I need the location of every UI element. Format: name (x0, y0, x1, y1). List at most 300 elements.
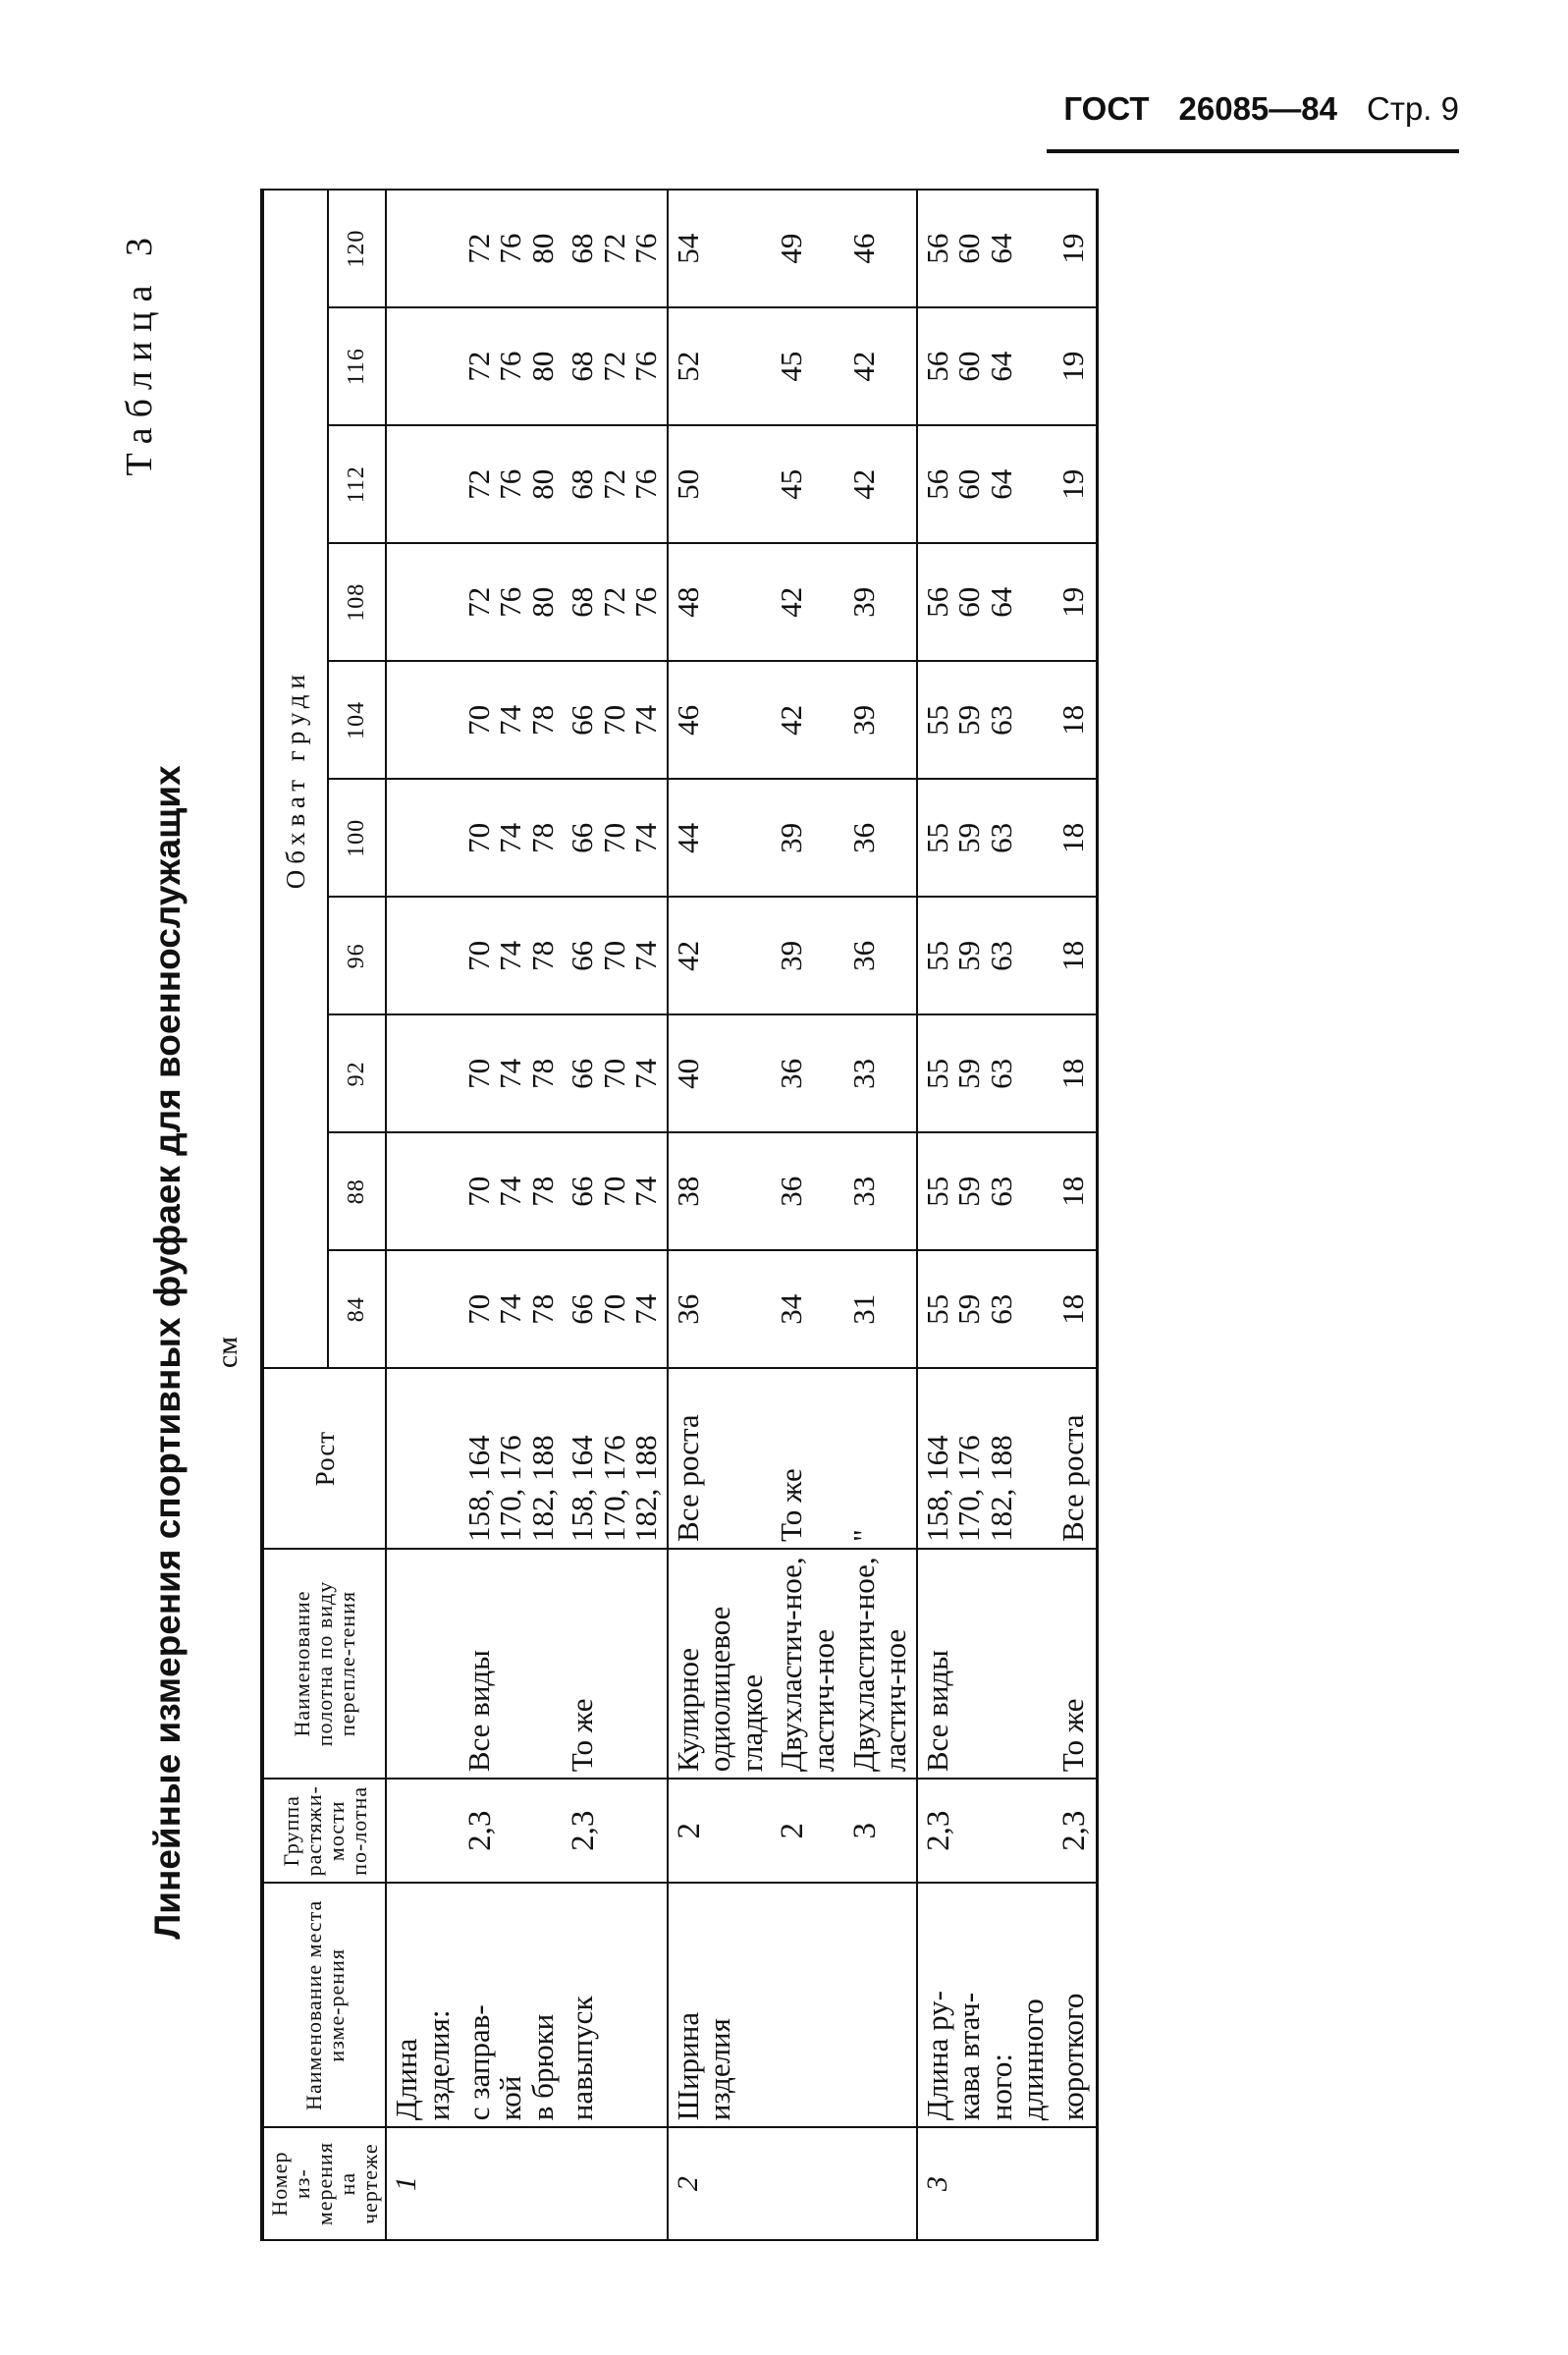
measurement-value-cell (563, 897, 668, 1014)
measurement-value: 70 (460, 1176, 496, 1207)
measurement-value-cell (844, 779, 917, 897)
measurement-value: 55 (919, 704, 954, 736)
measurement-value-cell (1054, 1132, 1097, 1250)
measurement-value-cell (917, 1014, 1054, 1132)
stretch-group-cell: 2 (772, 1779, 843, 1883)
table-row (668, 190, 773, 2240)
measurement-value-cell (844, 190, 917, 307)
measure-place-line: длинного (1015, 1999, 1051, 2121)
measurement-value-cell (668, 661, 773, 779)
measurement-value-cell (1054, 779, 1097, 897)
stretch-group-cell (386, 1779, 459, 1883)
measurement-value-cell (460, 425, 564, 543)
stretch-group-cell: 2,3 (460, 1779, 564, 1883)
measurements-table (260, 189, 1099, 2241)
measurement-value: 60 (951, 233, 987, 264)
measurement-value: 74 (628, 1176, 664, 1207)
measurement-value: 60 (951, 586, 987, 618)
measurement-value-cell (668, 897, 773, 1014)
chest-size-header: 88 (328, 1132, 387, 1250)
measurement-value: 48 (670, 586, 705, 618)
measurement-value-cell (772, 190, 843, 307)
measurement-value-cell (1054, 307, 1097, 425)
measurement-value-cell (386, 307, 459, 425)
measurement-value: 66 (565, 940, 600, 971)
measurement-value-cell (563, 190, 668, 307)
measurement-value: 72 (460, 468, 496, 500)
measurement-value: 68 (565, 468, 600, 500)
measurement-value: 76 (493, 233, 528, 264)
measurement-value: 74 (493, 704, 528, 736)
measurement-value: 68 (565, 351, 600, 382)
measure-place-cell (563, 1883, 668, 2127)
measurement-value: 31 (845, 1293, 881, 1325)
height-value: 158, 164 (460, 1435, 496, 1542)
measurement-value-cell (460, 1014, 564, 1132)
fabric-weave-cell: Двухластич-ное, ластич-ное (844, 1549, 917, 1779)
height-cell (1054, 1368, 1097, 1549)
measurement-value: 45 (774, 468, 809, 500)
stretch-group-cell: 2 (668, 1779, 773, 1883)
measurement-value: 19 (1054, 586, 1090, 618)
measurement-value: 44 (670, 822, 705, 853)
measurement-value-cell (772, 1132, 843, 1250)
measurement-value: 60 (951, 351, 987, 382)
height-value: 170, 176 (951, 1435, 987, 1542)
measure-number-cell (844, 2127, 917, 2240)
measurement-value: 76 (628, 351, 664, 382)
measurement-value-cell (1054, 1014, 1097, 1132)
height-value: 158, 164 (565, 1435, 600, 1542)
measurement-value-cell (563, 779, 668, 897)
height-cell (563, 1368, 668, 1549)
measure-place-line: Длина (389, 2038, 424, 2121)
measurement-value: 70 (460, 1293, 496, 1325)
measure-number-cell (1054, 2127, 1097, 2240)
measure-place-line: Ширина (670, 2011, 705, 2121)
measurement-value: 42 (670, 940, 705, 971)
measurement-value: 66 (565, 1058, 600, 1089)
measurement-value: 18 (1054, 822, 1090, 853)
measurement-value-cell (917, 897, 1054, 1014)
measurement-value: 19 (1054, 233, 1090, 264)
measurement-value-cell (386, 897, 459, 1014)
measurement-value: 54 (670, 233, 705, 264)
measurement-value-cell (917, 661, 1054, 779)
measurement-value: 68 (565, 586, 600, 618)
measurement-value-cell (1054, 190, 1097, 307)
measurement-value: 78 (524, 1176, 560, 1207)
measurement-value: 40 (670, 1058, 705, 1089)
measurement-value-cell (772, 661, 843, 779)
measurement-value: 18 (1054, 704, 1090, 736)
measurement-value-cell (563, 307, 668, 425)
table-row (460, 190, 564, 2240)
measurement-value: 45 (774, 351, 809, 382)
measurement-value: 78 (524, 704, 560, 736)
measurement-value-cell (386, 779, 459, 897)
measurement-value: 70 (460, 940, 496, 971)
measurement-value-cell (668, 779, 773, 897)
measurement-value-cell (563, 1250, 668, 1368)
measure-place-cell (1054, 1883, 1097, 2127)
height-value: Все роста (670, 1414, 705, 1542)
measurement-value-cell (917, 425, 1054, 543)
measurement-value-cell (386, 543, 459, 661)
measurement-value: 74 (628, 940, 664, 971)
measurement-value-cell (1054, 661, 1097, 779)
table-label: Таблица 3 (119, 228, 160, 476)
measurement-value: 50 (670, 468, 705, 500)
measurement-value: 36 (845, 940, 881, 971)
header-measure-number: Номер из-мерения на чертеже (262, 2127, 386, 2240)
measurement-value: 70 (460, 704, 496, 736)
measurement-value: 36 (845, 822, 881, 853)
measurement-value: 76 (493, 468, 528, 500)
height-value: 158, 164 (919, 1435, 954, 1542)
measurement-value-cell (917, 1132, 1054, 1250)
measurement-value: 74 (628, 822, 664, 853)
measure-place-cell (668, 1883, 773, 2127)
measurement-value: 39 (845, 586, 881, 618)
height-cell (917, 1368, 1054, 1549)
measurement-value-cell (917, 543, 1054, 661)
measurement-value: 18 (1054, 1058, 1090, 1089)
measure-place-cell (386, 1883, 459, 2127)
measurement-value-cell (844, 897, 917, 1014)
measurement-value-cell (668, 1132, 773, 1250)
measurement-value-cell (563, 425, 668, 543)
measurement-value-cell (917, 1250, 1054, 1368)
measurement-value-cell (460, 1250, 564, 1368)
fabric-weave-cell (386, 1549, 459, 1779)
measurement-value: 33 (845, 1176, 881, 1207)
chest-size-header: 108 (328, 543, 387, 661)
height-value: 182, 188 (983, 1435, 1018, 1542)
measurement-value-cell (772, 1250, 843, 1368)
height-cell (386, 1368, 459, 1549)
height-cell (668, 1368, 773, 1549)
height-cell (460, 1368, 564, 1549)
measurement-value-cell (668, 1014, 773, 1132)
header-row (262, 190, 328, 2240)
measure-place-cell (772, 1883, 843, 2127)
measurement-value: 72 (596, 468, 631, 500)
fabric-weave-cell: То же (563, 1549, 668, 1779)
stretch-group-cell: 2,3 (563, 1779, 668, 1883)
chest-size-header: 104 (328, 661, 387, 779)
measurement-value-cell (1054, 897, 1097, 1014)
height-cell (844, 1368, 917, 1549)
measurement-value: 70 (460, 822, 496, 853)
measurement-value: 70 (596, 940, 631, 971)
measurement-value: 36 (670, 1293, 705, 1325)
measurement-value: 78 (524, 1293, 560, 1325)
measurement-value: 55 (919, 1293, 954, 1325)
height-value: То же (774, 1468, 809, 1542)
measurement-value: 72 (596, 586, 631, 618)
measurement-value-cell (772, 779, 843, 897)
measure-number-cell (460, 2127, 564, 2240)
measurement-value: 55 (919, 1176, 954, 1207)
measurement-value: 18 (1054, 1176, 1090, 1207)
measurement-value-cell (772, 307, 843, 425)
measurement-value-cell (668, 190, 773, 307)
measurement-value: 59 (951, 1176, 987, 1207)
measurement-value: 76 (493, 351, 528, 382)
table-row (1054, 190, 1097, 2240)
measure-place-line: кава втач- (951, 1992, 987, 2121)
measurement-value: 74 (628, 1293, 664, 1325)
measurement-value: 76 (493, 586, 528, 618)
measurement-value: 80 (524, 586, 560, 618)
header-measure-place: Наименование места изме-рения (262, 1883, 386, 2127)
measurement-value-cell (844, 661, 917, 779)
measurement-value: 36 (774, 1058, 809, 1089)
measurement-value: 59 (951, 1293, 987, 1325)
measurement-value: 74 (493, 940, 528, 971)
measurement-value-cell (844, 1250, 917, 1368)
measure-place-line: Длина ру- (919, 1990, 954, 2121)
measurement-value: 39 (774, 822, 809, 853)
height-cell (772, 1368, 843, 1549)
measure-place-line: навыпуск (565, 1996, 600, 2121)
measurement-value-cell (917, 307, 1054, 425)
measurement-value: 56 (919, 233, 954, 264)
table-title: Линейные измерения спортивных фуфаек для военнослужащих (147, 765, 188, 1940)
measurement-value: 64 (983, 233, 1018, 264)
measure-place-cell (460, 1883, 564, 2127)
measure-place-line: изделия (702, 2018, 737, 2121)
measurement-value: 52 (670, 351, 705, 382)
table-row (772, 190, 843, 2240)
measurement-value: 59 (951, 704, 987, 736)
measurement-value-cell (1054, 1250, 1097, 1368)
measure-place-line: ного: (983, 2054, 1018, 2121)
measurement-value: 78 (524, 822, 560, 853)
measurement-value: 70 (596, 1293, 631, 1325)
measurement-value-cell (460, 1132, 564, 1250)
measurement-value: 76 (628, 586, 664, 618)
measurement-value: 72 (460, 351, 496, 382)
measurement-value: 46 (845, 233, 881, 264)
table-body (386, 190, 1097, 2240)
height-value: 182, 188 (628, 1435, 664, 1542)
measure-number-cell (563, 2127, 668, 2240)
measurement-value: 60 (951, 468, 987, 500)
measurement-value: 55 (919, 822, 954, 853)
measurement-value: 64 (983, 586, 1018, 618)
measurement-value-cell (668, 307, 773, 425)
measure-place-line: с заправ- (460, 2004, 496, 2121)
header-fabric-weave: Наименование полотна по виду перепле-тения (262, 1549, 386, 1779)
measurement-value: 42 (774, 704, 809, 736)
chest-size-header: 100 (328, 779, 387, 897)
measurement-value: 42 (845, 468, 881, 500)
measurement-value: 19 (1054, 468, 1090, 500)
measurement-value-cell (772, 543, 843, 661)
measurement-value: 63 (983, 822, 1018, 853)
stretch-group-cell: 3 (844, 1779, 917, 1883)
chest-size-header: 112 (328, 425, 387, 543)
measurement-value: 72 (460, 586, 496, 618)
measure-place-line: короткого (1054, 1993, 1090, 2121)
measurement-value-cell (772, 897, 843, 1014)
measurement-value: 70 (596, 1176, 631, 1207)
chest-size-header: 96 (328, 897, 387, 1014)
measurement-value-cell (460, 307, 564, 425)
measurement-value: 72 (596, 233, 631, 264)
stretch-group-cell: 2,3 (1054, 1779, 1097, 1883)
measurement-value-cell (460, 779, 564, 897)
measurement-value: 59 (951, 822, 987, 853)
fabric-weave-cell: Двухластич-ное, ластич-ное (772, 1549, 843, 1779)
measurement-value: 63 (983, 940, 1018, 971)
measurement-value: 55 (919, 1058, 954, 1089)
measurement-value-cell (668, 543, 773, 661)
measurement-value-cell (1054, 543, 1097, 661)
fabric-weave-cell: Кулирное одиолицевое гладкое (668, 1549, 773, 1779)
measurement-value: 56 (919, 351, 954, 382)
height-value: Все роста (1054, 1414, 1090, 1542)
measurement-value: 74 (493, 1176, 528, 1207)
measurement-value: 80 (524, 468, 560, 500)
measurement-value-cell (668, 1250, 773, 1368)
measurement-value: 66 (565, 822, 600, 853)
measurement-value: 42 (845, 351, 881, 382)
measurement-value: 56 (919, 586, 954, 618)
height-value: " (845, 1529, 881, 1542)
measurement-value: 55 (919, 940, 954, 971)
measurement-value: 39 (845, 704, 881, 736)
measurement-value: 70 (596, 1058, 631, 1089)
measurement-value-cell (917, 190, 1054, 307)
header-page-number: Стр. 9 (1367, 90, 1459, 127)
measurement-value-cell (1054, 425, 1097, 543)
measurement-value: 74 (493, 1058, 528, 1089)
height-value: 182, 188 (524, 1435, 560, 1542)
measure-number-cell: 2 (668, 2127, 773, 2240)
measurement-value-cell (460, 543, 564, 661)
measurement-value: 80 (524, 233, 560, 264)
measurement-value-cell (386, 661, 459, 779)
measurement-value-cell (386, 425, 459, 543)
measurement-value-cell (844, 543, 917, 661)
chest-size-header: 92 (328, 1014, 387, 1132)
height-value: 170, 176 (493, 1435, 528, 1542)
measurement-value: 49 (774, 233, 809, 264)
measurement-value: 66 (565, 704, 600, 736)
table-row (844, 190, 917, 2240)
measurement-value-cell (563, 1014, 668, 1132)
measurement-value: 68 (565, 233, 600, 264)
measurement-value-cell (844, 307, 917, 425)
table-row (563, 190, 668, 2240)
rotated-table-block (118, 189, 1473, 2241)
chest-size-header: 84 (328, 1250, 387, 1368)
header-height: Рост (262, 1368, 386, 1549)
measurement-value-cell (917, 779, 1054, 897)
measurement-value-cell (386, 1250, 459, 1368)
measurement-value: 59 (951, 1058, 987, 1089)
measurement-value: 18 (1054, 1293, 1090, 1325)
measurement-value: 18 (1054, 940, 1090, 971)
measure-number-cell: 3 (917, 2127, 1054, 2240)
measurement-value: 72 (460, 233, 496, 264)
table-row (386, 190, 459, 2240)
header-standard-number: 26085—84 (1178, 90, 1337, 127)
measurement-value-cell (668, 425, 773, 543)
measurement-value: 72 (596, 351, 631, 382)
measurement-value: 76 (628, 233, 664, 264)
measurement-value: 70 (596, 704, 631, 736)
fabric-weave-cell: То же (1054, 1549, 1097, 1779)
measurement-value-cell (386, 1014, 459, 1132)
measurement-value: 66 (565, 1293, 600, 1325)
measure-place-line: в брюки (524, 2013, 560, 2121)
measurement-value-cell (460, 897, 564, 1014)
measurement-value: 70 (596, 822, 631, 853)
measurement-value: 46 (670, 704, 705, 736)
measurement-value-cell (844, 1014, 917, 1132)
measure-place-line: изделия: (421, 2009, 457, 2121)
chest-size-header: 116 (328, 307, 387, 425)
measure-place-cell (917, 1883, 1054, 2127)
measurement-value-cell (844, 425, 917, 543)
measurement-value-cell (772, 1014, 843, 1132)
page-header (1047, 90, 1459, 153)
measurement-value-cell (563, 661, 668, 779)
measurement-value: 56 (919, 468, 954, 500)
fabric-weave-cell: Все виды (917, 1549, 1054, 1779)
measure-number-cell: 1 (386, 2127, 459, 2240)
measurement-value: 42 (774, 586, 809, 618)
measurement-value: 76 (628, 468, 664, 500)
measurement-value: 63 (983, 1058, 1018, 1089)
measure-place-cell (844, 1883, 917, 2127)
header-gost: ГОСТ (1063, 90, 1150, 127)
measurement-value: 34 (774, 1293, 809, 1325)
chest-size-header: 120 (328, 190, 387, 307)
measurement-value: 64 (983, 351, 1018, 382)
measurement-value: 63 (983, 704, 1018, 736)
header-chest-girth: Обхват груди (262, 190, 328, 1368)
measurement-value-cell (460, 661, 564, 779)
measurement-value: 39 (774, 940, 809, 971)
measurement-value-cell (460, 190, 564, 307)
measurement-value: 33 (845, 1058, 881, 1089)
fabric-weave-cell: Все виды (460, 1549, 564, 1779)
measurement-value-cell (563, 1132, 668, 1250)
table-row (917, 190, 1054, 2240)
measurement-value-cell (386, 190, 459, 307)
height-value: 170, 176 (596, 1435, 631, 1542)
header-stretch-group: Группа растяжи-мости по-лотна (262, 1779, 386, 1883)
measurement-value: 74 (628, 704, 664, 736)
measurement-value: 19 (1054, 351, 1090, 382)
measurement-value-cell (844, 1132, 917, 1250)
measurement-value: 63 (983, 1293, 1018, 1325)
table-units: см (211, 1336, 243, 1369)
measurement-value-cell (563, 543, 668, 661)
measure-number-cell (772, 2127, 843, 2240)
measurement-value-cell (772, 425, 843, 543)
measurement-value-cell (386, 1132, 459, 1250)
measurement-value: 59 (951, 940, 987, 971)
measurement-value: 66 (565, 1176, 600, 1207)
measurement-value: 74 (493, 822, 528, 853)
measurement-value: 63 (983, 1176, 1018, 1207)
